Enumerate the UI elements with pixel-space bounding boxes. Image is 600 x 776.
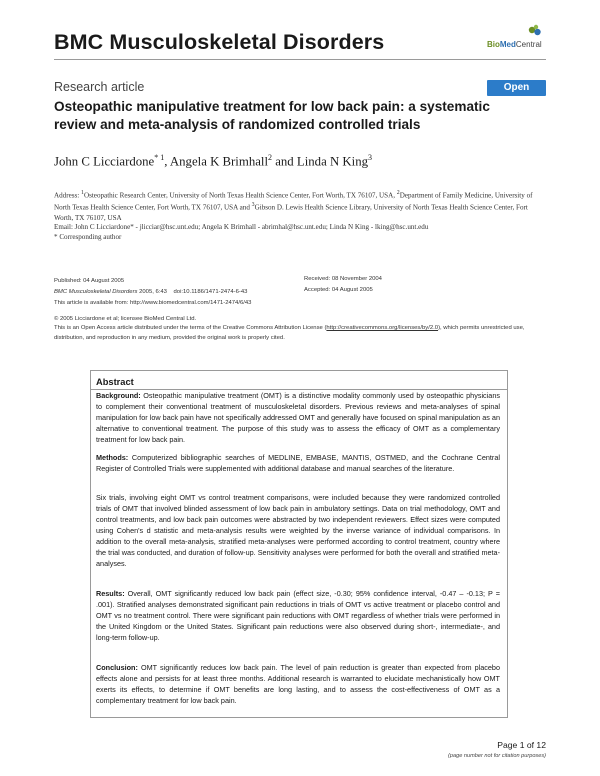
citation-volume: 2005, 6:43 bbox=[137, 288, 167, 295]
section-text: Computerized bibliographic searches of MEDLINE, EMBASE, MANTIS, OSTMED, and the Cochrane Central Register of Controlled Trials were supplemented with additional database and manual searches of the literature. bbox=[96, 453, 500, 473]
biomed-central-logo[interactable] bbox=[487, 24, 547, 54]
section-label: Conclusion: bbox=[96, 663, 138, 672]
article-type: Research article bbox=[54, 80, 145, 94]
section-label: Background: bbox=[96, 391, 141, 400]
license-link[interactable]: http://creativecommons.org/licenses/by/2.0 bbox=[326, 325, 439, 331]
license-notice bbox=[54, 324, 546, 343]
logo-central: Central bbox=[515, 40, 542, 49]
author-separator: , bbox=[164, 154, 170, 169]
header-divider bbox=[54, 59, 546, 60]
abstract-background bbox=[96, 390, 500, 445]
abstract-heading: Abstract bbox=[96, 377, 134, 387]
biomed-central-logo-icon bbox=[527, 24, 543, 38]
author-name[interactable]: Linda N King bbox=[296, 154, 368, 169]
publication-info bbox=[54, 276, 294, 297]
author-name[interactable]: John C Licciardone bbox=[54, 154, 155, 169]
journal-abbrev: BMC Musculoskeletal Disorders bbox=[54, 288, 138, 295]
author-mark: 2 bbox=[268, 153, 273, 162]
open-access-badge[interactable]: Open Access bbox=[487, 80, 546, 96]
submission-dates bbox=[304, 274, 504, 295]
received-date: Received: 08 November 2004 bbox=[304, 276, 382, 282]
abstract-results bbox=[96, 588, 500, 643]
citation-line bbox=[54, 287, 294, 298]
article-title: Osteopathic manipulative treatment for low back pain: a systematic review and meta-analysis of randomized controlled trials bbox=[54, 99, 490, 132]
abstract-methods-cont bbox=[96, 492, 500, 569]
section-label: Results: bbox=[96, 589, 125, 598]
address-label: Address: bbox=[54, 191, 81, 200]
corresponding-author-note: * Corresponding author bbox=[54, 233, 122, 241]
author-name[interactable]: Angela K Brimhall bbox=[169, 154, 269, 169]
copyright-notice: © 2005 Licciardone et al; licensee BioMed Central Ltd. bbox=[54, 316, 197, 322]
author-mark: * 1 bbox=[154, 153, 165, 162]
abstract-methods bbox=[96, 452, 500, 474]
author-list bbox=[54, 153, 546, 169]
author-mark: 3 bbox=[368, 153, 372, 162]
logo-wordmark bbox=[487, 40, 542, 49]
affiliation-text: Gibson D. Lewis Health Science Library, University of North Texas Health Science Center, Fort Worth, TX 76107, USA bbox=[54, 203, 528, 222]
logo-bio: Bio bbox=[487, 40, 500, 49]
section-text: Osteopathic manipulative treatment (OMT) is a distinctive modality commonly used by osteopathic physicians to complement their conventional treatment of musculoskeletal disorders. Previous reviews and meta-analyses of spinal manipulation for low back pain have not specifically addressed OMT and generally have focused on spinal manipulation as an alternative to conventional treatment. The purpose of this study was to assess the efficacy of OMT as a complementary treatment for low back pain. bbox=[96, 391, 500, 444]
logo-med: Med bbox=[499, 40, 516, 49]
page-number: Page 1 of 12 bbox=[497, 740, 546, 750]
affiliation-number: 3 bbox=[251, 202, 255, 209]
affiliation-number: 1 bbox=[81, 190, 84, 196]
section-text: Overall, OMT significantly reduced low back pain (effect size, -0.30; 95% confidence interval, -0.47 – -0.13; P = .001). Stratified analyses demonstrated significant pain reductions in trials of OMT vs active treatment or placebo control and OMT vs no treatment control. There were significant pain reductions with OMT regardless of whether trials were performed in the United Kingdom or the United States. Significant pain reductions were also observed during short-, intermediate-, and long-term follow-up. bbox=[96, 589, 500, 642]
affiliation-text: Department of Family Medicine, University of North Texas Health Science Center, Fort Worth, TX 76107, USA and bbox=[54, 191, 533, 212]
author-separator: and bbox=[272, 154, 297, 169]
affiliation-number: 2 bbox=[396, 190, 400, 196]
article-url[interactable]: This article is available from: http://www.biomedcentral.com/1471-2474/6/43 bbox=[54, 300, 252, 306]
doi[interactable]: doi:10.1186/1471-2474-6-43 bbox=[173, 288, 248, 295]
section-text: OMT significantly reduces low back pain. The level of pain reduction is greater than expected from placebo effects alone and persists for at least three months. Additional research is warranted to elucidate mechanistically how OMT exerts its effects, to determine if OMT benefits are long lasting, and to assess the cost-effectiveness of OMT as a complementary treatment for low back pain. bbox=[96, 663, 500, 705]
author-emails: Email: John C Licciardone* - jlicciar@hsc.unt.edu; Angela K Brimhall - abrimhal@hsc.unt.edu; Linda N King - lking@hsc.unt.edu bbox=[54, 223, 429, 231]
accepted-date: Accepted: 04 August 2005 bbox=[304, 286, 373, 293]
section-label: Methods: bbox=[96, 453, 129, 462]
author-affiliations bbox=[54, 188, 546, 223]
journal-title: BMC Musculoskeletal Disorders bbox=[54, 30, 385, 54]
page-number-note: (page number not for citation purposes) bbox=[448, 753, 546, 759]
section-text: Six trials, involving eight OMT vs control treatment comparisons, were included because they were randomized controlled trials of OMT that involved blinded assessment of low back pain in ambulatory settings. Data on trial methodology, OMT and control treatments, and low back pain outcomes were abstracted by two independent reviewers. Effect sizes were computed using Cohen's d statistic and meta-analysis results were weighted by the inverse variance of individual comparisons. In addition to the overall meta-analysis, stratified meta-analyses were performed according to control treatment, country where the trial was conducted, and duration of follow-up. Sensitivity analyses were performed for both the overall and stratified meta-analyses. bbox=[96, 493, 500, 568]
affiliation-text: Osteopathic Research Center, University of North Texas Health Science Center, Fort Worth, TX 76107, USA, bbox=[83, 191, 397, 200]
license-text-end: ), which permits unrestricted use, distribution, and reproduction in any medium, provided the original work is properly cited. bbox=[54, 325, 525, 341]
abstract-conclusion bbox=[96, 662, 500, 706]
published-date: Published: 04 August 2005 bbox=[54, 278, 125, 284]
license-text: This is an Open Access article distributed under the terms of the Creative Commons Attribution License ( bbox=[54, 325, 327, 331]
